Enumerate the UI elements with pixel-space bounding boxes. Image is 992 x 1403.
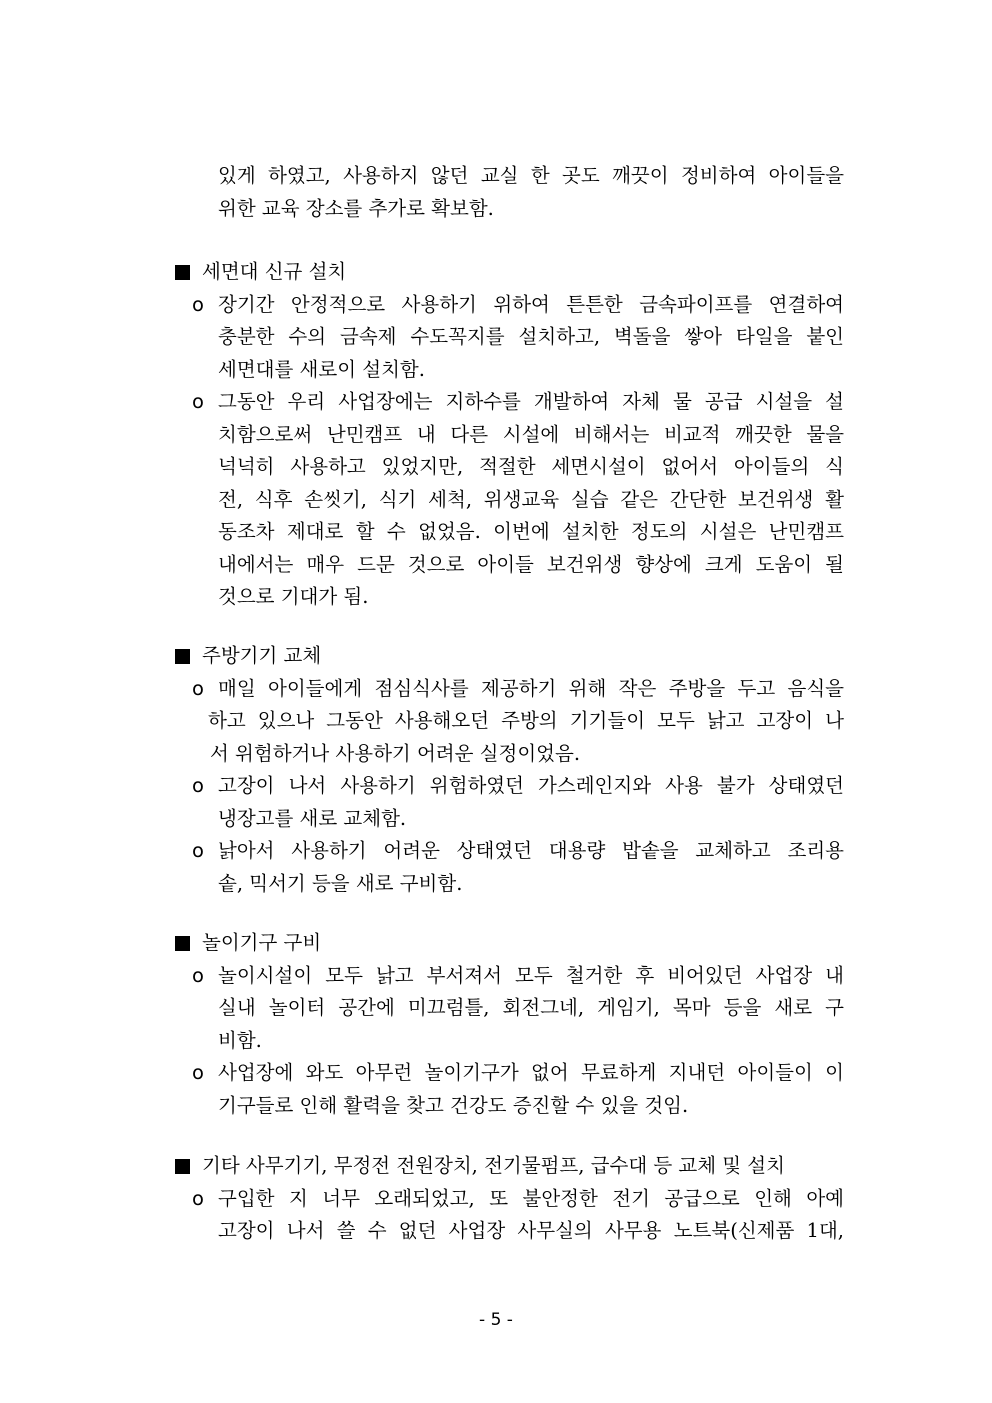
section-play-equipment (172, 927, 844, 1122)
circle-bullet-icon: o (192, 963, 204, 987)
paragraph-line: 솥, 믹서기 등을 새로 구비함. (218, 871, 463, 895)
paragraph-line: 치함으로써 난민캠프 내 다른 시설에 비해서는 비교적 깨끗한 물을 (218, 422, 844, 446)
circle-bullet-icon: o (192, 839, 204, 862)
circle-bullet-icon: o (192, 1186, 204, 1210)
list-item (172, 770, 844, 835)
paragraph-line: 하고 있으나 그동안 사용해오던 주방의 기기들이 모두 낡고 고장이 나 (208, 709, 844, 732)
paragraph-line: 위한 교육 장소를 추가로 확보함. (218, 196, 494, 220)
paragraph-line: 세면대를 새로이 설치함. (218, 357, 425, 381)
circle-bullet-icon: o (192, 676, 204, 700)
paragraph-line: 전, 식후 손씻기, 식기 세척, 위생교육 실습 같은 간단한 보건위생 활 (218, 487, 844, 511)
paragraph-line: 구입한 지 너무 오래되었고, 또 불안정한 전기 공급으로 인해 아예 (218, 1186, 844, 1210)
black-square-bullet-icon (175, 265, 190, 280)
section-heading (172, 927, 844, 960)
paragraph-line: 놀이시설이 모두 낡고 부서져서 모두 철거한 후 비어있던 사업장 내 (218, 963, 844, 987)
paragraph-line: 장기간 안정적으로 사용하기 위하여 튼튼한 금속파이프를 연결하여 (218, 292, 844, 316)
paragraph-line: 기구들로 인해 활력을 찾고 건강도 증진할 수 있을 것임. (218, 1093, 689, 1117)
list-item (172, 289, 844, 387)
paragraph-line: 것으로 기대가 됨. (218, 585, 369, 608)
section-office-equipment (172, 1150, 844, 1248)
paragraph-line: 사업장에 와도 아무런 놀이기구가 없어 무료하게 지내던 아이들이 이 (218, 1061, 844, 1084)
paragraph-line: 넉넉히 사용하고 있었지만, 적절한 세면시설이 없어서 아이들의 식 (218, 455, 844, 478)
paragraph-line: 매일 아이들에게 점심식사를 제공하기 위해 작은 주방을 두고 음식을 (218, 676, 844, 700)
circle-bullet-icon: o (192, 292, 204, 316)
paragraph-line: 서 위험하거나 사용하기 어려운 실정이었음. (210, 741, 581, 765)
list-item (172, 386, 844, 614)
section-kitchen (172, 640, 844, 900)
list-item (172, 835, 844, 900)
circle-bullet-icon: o (192, 390, 204, 413)
intro-paragraph (218, 160, 844, 225)
black-square-bullet-icon (175, 649, 190, 664)
paragraph-line: 고장이 나서 사용하기 위험하였던 가스레인지와 사용 불가 상태였던 (218, 774, 844, 797)
list-item (172, 1183, 844, 1248)
paragraph-line: 냉장고를 새로 교체함. (218, 806, 407, 830)
section-heading-text: 주방기기 교체 (202, 644, 322, 667)
paragraph-line: 비함. (218, 1028, 262, 1052)
paragraph-line: 실내 놀이터 공간에 미끄럼틀, 회전그네, 게임기, 목마 등을 새로 구 (218, 996, 844, 1019)
paragraph-line: 충분한 수의 금속제 수도꼭지를 설치하고, 벽돌을 쌓아 타일을 붙인 (218, 325, 844, 348)
circle-bullet-icon: o (192, 1061, 204, 1084)
paragraph-line: 있게 하였고, 사용하지 않던 교실 한 곳도 깨끗이 정비하여 아이들을 (218, 164, 844, 187)
page-number: - 5 - (479, 1310, 513, 1330)
section-heading (172, 640, 844, 673)
circle-bullet-icon: o (192, 774, 204, 797)
black-square-bullet-icon (175, 1159, 190, 1174)
paragraph-line: 고장이 나서 쓸 수 없던 사업장 사무실의 사무용 노트북(신제품 1대, (218, 1219, 844, 1242)
black-square-bullet-icon (175, 936, 190, 951)
list-item (172, 960, 844, 1058)
section-heading-text: 기타 사무기기, 무정전 전원장치, 전기물펌프, 급수대 등 교체 및 설치 (202, 1154, 785, 1177)
list-item (172, 673, 844, 771)
paragraph-line: 동조차 제대로 할 수 없었음. 이번에 설치한 정도의 시설은 난민캠프 (218, 520, 844, 543)
paragraph-line: 내에서는 매우 드문 것으로 아이들 보건위생 향상에 크게 도움이 될 (218, 552, 844, 576)
section-heading (172, 256, 844, 289)
paragraph-line: 그동안 우리 사업장에는 지하수를 개발하여 자체 물 공급 시설을 설 (218, 390, 844, 413)
section-heading-text: 세면대 신규 설치 (202, 260, 347, 283)
list-item (172, 1057, 844, 1122)
section-washbasin (172, 256, 844, 614)
paragraph-line: 낡아서 사용하기 어려운 상태였던 대용량 밥솥을 교체하고 조리용 (218, 839, 844, 862)
section-heading-text: 놀이기구 구비 (202, 931, 322, 954)
section-heading (172, 1150, 844, 1183)
